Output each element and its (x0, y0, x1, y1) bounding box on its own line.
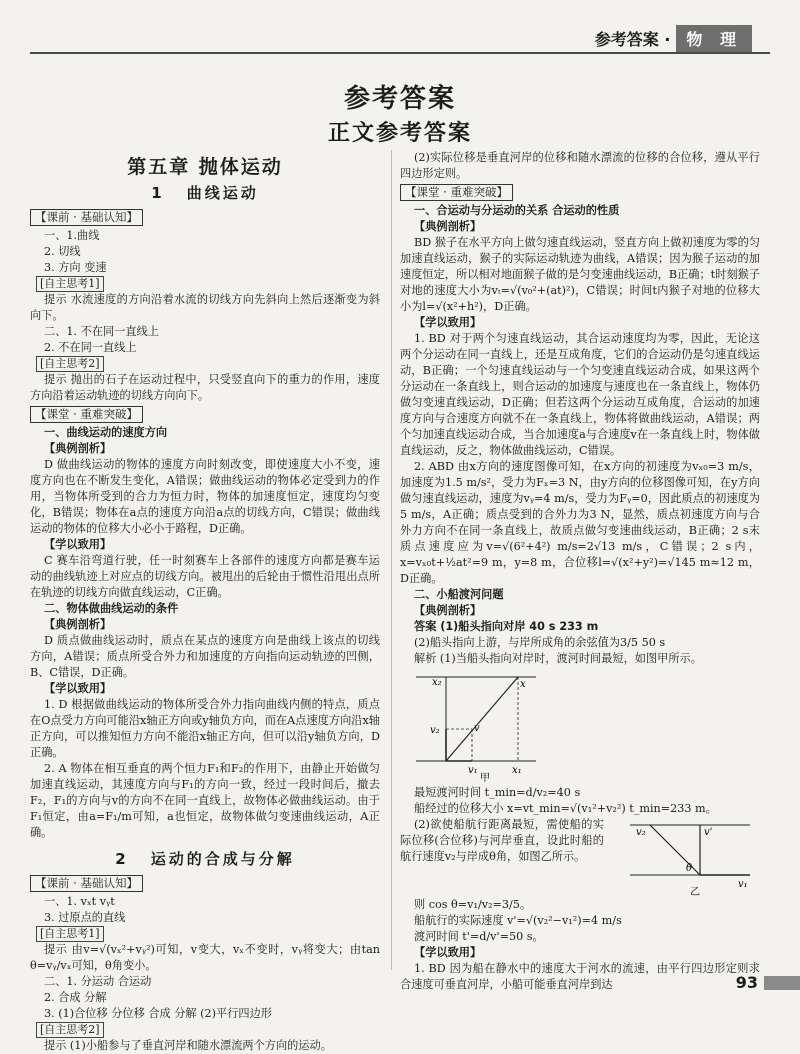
self-think-tag: [自主思考1] (36, 276, 104, 292)
label-v-prime: v' (704, 827, 713, 838)
self-think-tag: [自主思考2] (36, 356, 104, 372)
tag-pre-class: 【课前 · 基础认知】 (30, 209, 143, 226)
tag-pre-class: 【课前 · 基础认知】 (30, 875, 143, 892)
solution-paragraph: C 赛车沿弯道行驶，任一时刻赛车上各部件的速度方向都是赛车运动的曲线轨迹上对应点的切线方向。被甩出的后轮由于惯性沿甩出点所在轨迹的切线方向做直线运动，C正确。 (30, 554, 380, 599)
caption-yi: 乙 (690, 887, 700, 898)
answer-line: 答案 (1)船头指向对岸 40 s 233 m (414, 620, 599, 633)
answer-line: (2)船头指向上游，与岸所成角的余弦值为3/5 50 s (414, 636, 666, 649)
formula-line: 渡河时间 t'=d/v'=50 s。 (414, 930, 544, 943)
example-tag: 【典例剖析】 (414, 220, 482, 233)
sub-title: 正文参考答案 (327, 121, 472, 146)
tag-in-class: 【课堂 · 重难突破】 (400, 184, 513, 201)
formula-line: 船航行的实际速度 v'=√(v₂²−v₁²)=4 m/s (414, 914, 622, 927)
practice-tag: 【学以致用】 (414, 946, 482, 959)
header-rule (30, 52, 770, 54)
section-1-num: 1 (151, 184, 165, 202)
answer-line: 2. 切线 (44, 245, 81, 258)
label-v1: v₁ (738, 879, 748, 890)
v2-arrow (650, 825, 700, 875)
answer-line: 一、1.曲线 (44, 229, 100, 242)
solution-paragraph: D 质点做曲线运动时，质点在某点的速度方向是曲线上该点的切线方向，A错误；质点所受合外力和加速度的方向指向运动轨迹的凹侧，B、C错误，D正确。 (30, 634, 380, 679)
left-column (30, 155, 380, 1054)
solution-paragraph: 1. BD 因为船在静水中的速度大于河水的流速，由平行四边形定则求合速度可垂直河岸，小船可能垂直河岸到达 (400, 962, 760, 991)
header-label: 参考答案 · (594, 29, 671, 49)
label-x1: x₁ (512, 765, 522, 776)
subheading: 二、物体做曲线运动的条件 (44, 602, 179, 615)
section-1-text: 曲线运动 (186, 184, 259, 202)
example-tag: 【典例剖析】 (44, 442, 112, 455)
displacement-line (446, 677, 518, 761)
practice-tag: 【学以致用】 (44, 538, 112, 551)
solution-paragraph: 1. BD 对于两个匀速直线运动，其合运动速度均为零，因此，无论这两个分运动在同一直线上，还是互成角度，它们的合运动仍是匀速直线运动，B正确；一个匀速直线运动与一个匀变速直线运动合成，如果这两个分运动在一条直线上，则合运动的加速度与速度也在一条直线上，物体仍做匀变速直线运动，D正确；但若这两个分运动互成角度，合运动的加速度方向与合速度方向就不在一条直线上，物体将做曲线运动，A错误；两个匀加速直线运动合成，当合加速度a与合速度v在一条直线上时，物体做直线运动，反之，物体做曲线运动，C错误。 (400, 332, 760, 457)
answer-line: 二、1. 分运动 合运动 (44, 975, 152, 988)
label-v2: v₂ (430, 725, 440, 736)
figure-yi (610, 817, 760, 897)
hint-paragraph: 提示 由v=√(vₓ²+vᵧ²)可知，v变大，vₓ不变时，vᵧ将变大；由tan θ=vᵧ/vₓ可知，θ角变小。 (30, 943, 380, 972)
subheading: 一、合运动与分运动的关系 合运动的性质 (414, 204, 620, 217)
solution-paragraph: 2. ABD 由x方向的速度图像可知，在x方向的初速度为vₓ₀=3 m/s，加速度为1.5 m/s²，受力为Fₓ=3 N，由y方向的位移图像可知，在y方向做匀速直线运动，速度为vᵧ=4 m/s，受力为Fᵧ=0，因此质点的初速度为5 m/s，A正确；质点受到的合外力为3 N，显然，质点初速度方向与合外力方向不在同一条直线上，故质点做匀变速曲线运动，B正确；2 s末质点速度应为v=√(6²+4²) m/s=2√13 m/s，C错误；2 s内，x=vₓ₀t+½at²=9 m，y=8 m，合位移l=√(x²+y²)=√145 m≈12 m，D正确。 (400, 460, 760, 585)
analysis-paragraph: (2)欲使船航行距离最短，需使船的实际位移(合位移)与河岸垂直，设此时船的航行速度v₂与岸成θ角，如图乙所示。 (400, 818, 604, 863)
label-x2: x₂ (432, 677, 442, 688)
solution-paragraph: D 做曲线运动的物体的速度方向时刻改变，即使速度大小不变，速度方向也在不断发生变化，A错误；做曲线运动的物体必定受到力的作用，当物体所受到的合力为恒力时，物体的加速度恒定，速度均匀变化，B错误；物体在a点的速度方向沿a点的切线方向，C错误；做曲线运动的物体的位移大小必小于路程，D正确。 (30, 458, 380, 535)
label-theta: θ (686, 863, 693, 874)
label-x: x (520, 679, 526, 690)
label-v2: v₂ (636, 827, 646, 838)
hint-paragraph: 提示 水流速度的方向沿着水流的切线方向先斜向上然后逐渐变为斜向下。 (30, 293, 380, 322)
formula-line: 则 cos θ=v₁/v₂=3/5。 (414, 898, 532, 911)
chapter-title: 第五章 抛体运动 (127, 156, 283, 178)
self-think-tag: [自主思考1] (36, 926, 104, 942)
answer-line: 3. 过原点的直线 (44, 911, 126, 924)
figure-jia (406, 671, 546, 784)
answer-line: 3. 方向 变速 (44, 261, 107, 274)
section-2-num: 2 (115, 850, 129, 868)
column-divider (391, 150, 392, 970)
answer-line: 2. 不在同一直线上 (44, 341, 137, 354)
answer-line: 二、1. 不在同一直线上 (44, 325, 159, 338)
caption-jia: 甲 (480, 773, 490, 784)
solution-paragraph: 2. A 物体在相互垂直的两个恒力F₁和F₂的作用下，由静止开始做匀加速直线运动，其速度方向与F₁的方向一致，经过一段时间后，撤去F₂，F₁的方向与v的方向不在同一直线上，故物体必做曲线运动。由于F₁恒定，由a=F₁/m可知，a也恒定，故物体做匀变速曲线运动，A正确。 (30, 762, 380, 839)
main-title: 参考答案 (343, 84, 456, 114)
page-number: 93 (735, 973, 758, 992)
running-header (595, 26, 752, 50)
solution-paragraph: 1. D 根据做曲线运动的物体所受合外力指向曲线内侧的特点，质点在O点受力方向可能沿x轴正方向或y轴负方向，而在A点速度方向沿x轴正方向，可以推知恒力方向不能沿x轴正方向，但可以沿y轴负方向，D正确。 (30, 698, 380, 759)
formula-line: 最短渡河时间 t_min=d/v₂=40 s (414, 786, 581, 799)
answer-line: 一、1. vₓt vᵧt (44, 895, 115, 908)
practice-tag: 【学以致用】 (414, 316, 482, 329)
example-tag: 【典例剖析】 (44, 618, 112, 631)
self-think-tag: [自主思考2] (36, 1022, 104, 1038)
hint-paragraph: 提示 抛出的石子在运动过程中，只受竖直向下的重力的作用，速度方向沿着运动轨迹的切线方向向下。 (30, 373, 380, 402)
section-2-text: 运动的合成与分解 (150, 850, 295, 868)
analysis-paragraph: 解析 (1)当船头指向对岸时，渡河时间最短，如图甲所示。 (414, 652, 702, 665)
hint-paragraph: (2)实际位移是垂直河岸的位移和随水漂流的位移的合位移，遵从平行四边形定则。 (400, 151, 760, 180)
subheading: 一、曲线运动的速度方向 (44, 426, 168, 439)
answer-line: 2. 合成 分解 (44, 991, 107, 1004)
right-column (400, 150, 760, 993)
hint-paragraph: 提示 (1)小船参与了垂直河岸和随水漂流两个方向的运动。 (44, 1039, 332, 1052)
formula-line: 船经过的位移大小 x=vt_min=√(v₁²+v₂²) t_min=233 m。 (414, 802, 717, 815)
section-2-title (30, 851, 380, 867)
solution-paragraph: BD 猴子在水平方向上做匀速直线运动，竖直方向上做初速度为零的匀加速直线运动，猴子的实际运动轨迹为曲线，A错误；因为猴子运动的加速度恒定，所以相对地面猴子做的是匀变速曲线运动，B正确；t时刻猴子对地的速度大小为vₜ=√(v₀²+(at)²)，C错误；时间t内猴子对地的位移大小为l=√(x²+h²)，D正确。 (400, 236, 760, 313)
practice-tag: 【学以致用】 (44, 682, 112, 695)
answer-line: 3. (1)合位移 分位移 合成 分解 (2)平行四边形 (44, 1007, 272, 1020)
page-number-bar (764, 976, 800, 990)
example-tag: 【典例剖析】 (414, 604, 482, 617)
subheading: 二、小船渡河问题 (414, 588, 504, 601)
section-1-title (30, 185, 380, 201)
tag-in-class: 【课堂 · 重难突破】 (30, 406, 143, 423)
label-v1: v₁ (468, 765, 478, 776)
label-v: v (474, 723, 480, 734)
case2-block (400, 817, 760, 897)
header-subject: 物 理 (676, 25, 752, 52)
